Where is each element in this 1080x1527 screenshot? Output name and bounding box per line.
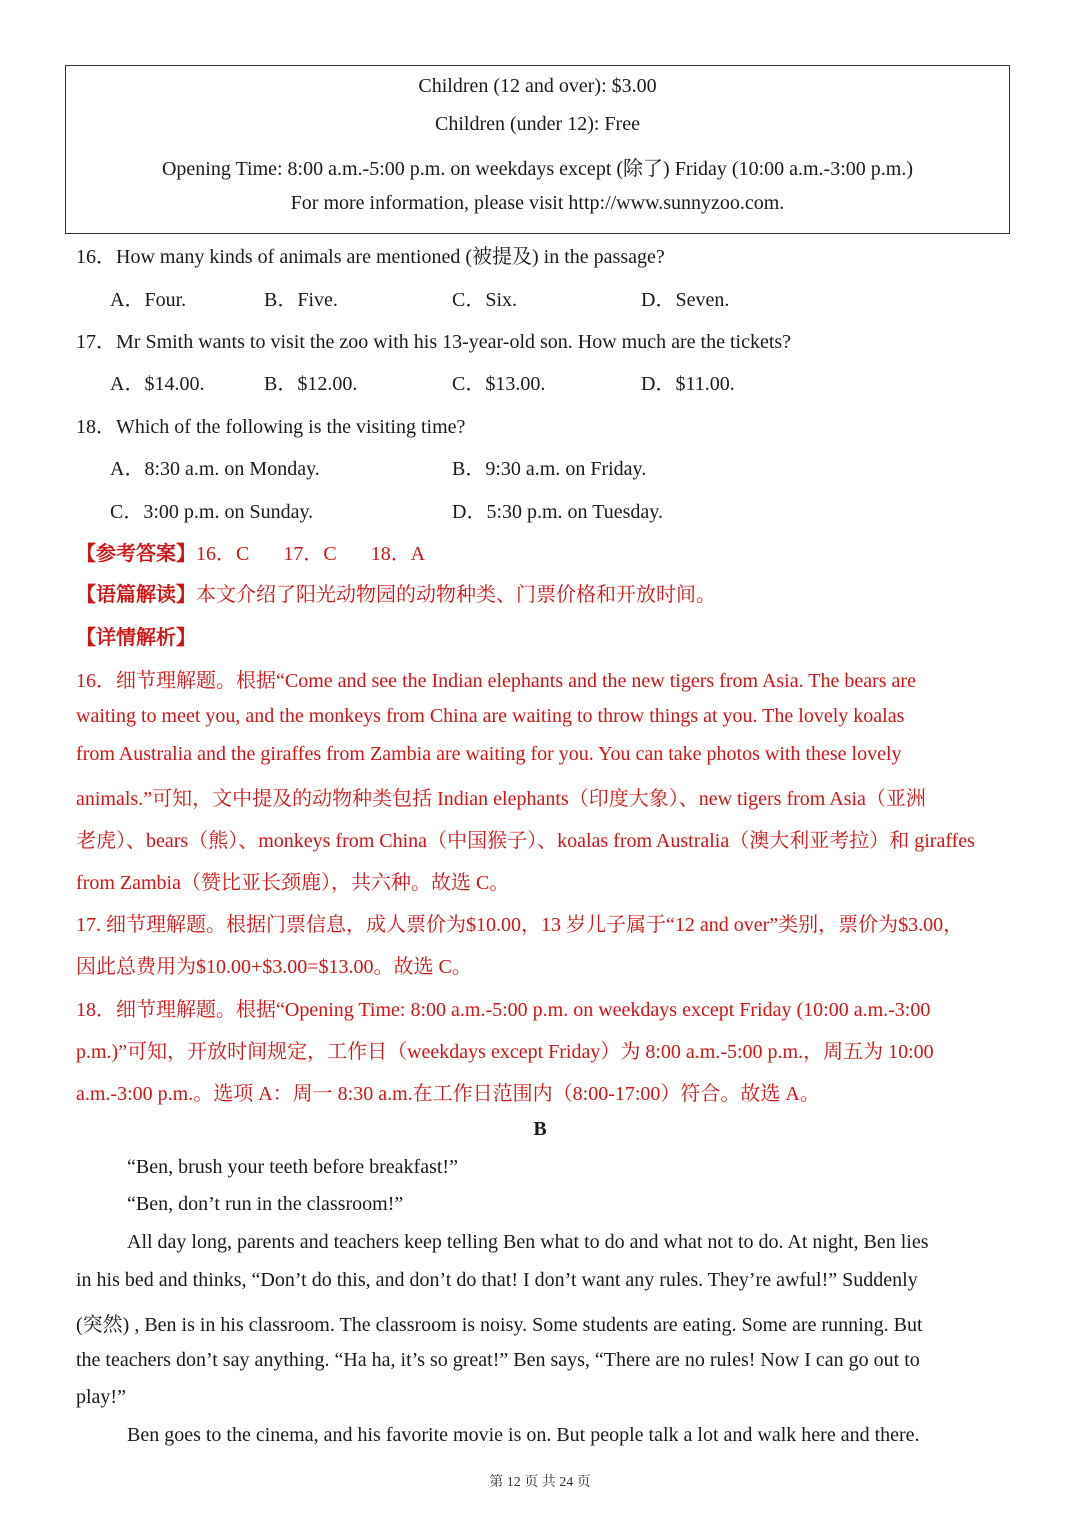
analysis-line: animals.”可知，文中提及的动物种类包括 Indian elephants（印度大象）、new tigers from Asia（亚洲	[76, 788, 926, 810]
passage-summary	[76, 578, 716, 607]
question-16: 16．How many kinds of animals are mentioned (被提及) in the passage?	[76, 246, 665, 268]
question-17: 17．Mr Smith wants to visit the zoo with his 13-year-old son. How much are the tickets?	[76, 331, 792, 353]
passage-line: the teachers don’t say anything. “Ha ha, it’s so great!” Ben says, “There are no rules! Now I can go out to	[76, 1349, 920, 1371]
q17-option-d: D．$11.00.	[641, 373, 735, 395]
question-18: 18．Which of the following is the visiting time?	[76, 416, 466, 438]
passage-line: “Ben, brush your teeth before breakfast!”	[127, 1156, 458, 1178]
q16-option-a: A．Four.	[110, 289, 187, 311]
analysis-line: waiting to meet you, and the monkeys from China are waiting to throw things at you. The lovely koalas	[76, 705, 905, 727]
q17-option-a: A．$14.00.	[110, 373, 205, 395]
ticket-info-box	[65, 65, 1010, 234]
opening-time: Opening Time: 8:00 a.m.-5:00 p.m. on weekdays except (除了) Friday (10:00 a.m.-3:00 p.m.)	[161, 158, 913, 180]
passage-line: (突然) , Ben is in his classroom. The classroom is noisy. Some students are eating. Some are running. But	[76, 1314, 923, 1336]
price-children-under-12: Children (under 12): Free	[435, 113, 640, 135]
more-info: For more information, please visit http://www.sunnyzoo.com.	[290, 192, 785, 214]
passage-line: play!”	[76, 1386, 126, 1408]
analysis-line: 17. 细节理解题。根据门票信息，成人票价为$10.00，13 岁儿子属于“12 and over”类别，票价为$3.00，	[76, 914, 964, 936]
q16-option-c: C．Six.	[452, 289, 518, 311]
q17-option-c: C．$13.00.	[452, 373, 546, 395]
summary-text: 本文介绍了阳光动物园的动物种类、门票价格和开放时间。	[196, 584, 716, 606]
analysis-line: p.m.)”可知，开放时间规定，工作日（weekdays except Friday）为 8:00 a.m.-5:00 p.m.，周五为 10:00	[76, 1041, 934, 1063]
answer-key-label: 【参考答案】	[76, 543, 196, 565]
analysis-line: 因此总费用为$10.00+$3.00=$13.00。故选 C。	[76, 956, 472, 978]
analysis-line: from Zambia（赞比亚长颈鹿），共六种。故选 C。	[76, 872, 510, 894]
section-b-title: B	[533, 1118, 547, 1140]
passage-line: “Ben, don’t run in the classroom!”	[127, 1193, 404, 1215]
q18-option-d: D．5:30 p.m. on Tuesday.	[452, 501, 663, 523]
q18-option-a: A．8:30 a.m. on Monday.	[110, 458, 320, 480]
analysis-label: 【详情解析】	[76, 627, 196, 649]
q18-option-b: B．9:30 a.m. on Friday.	[452, 458, 647, 480]
price-children-over-12: Children (12 and over): $3.00	[418, 75, 657, 97]
answer-key	[76, 537, 425, 566]
analysis-line: a.m.-3:00 p.m.。选项 A：周一 8:30 a.m.在工作日范围内（8:00-17:00）符合。故选 A。	[76, 1083, 820, 1105]
passage-line: All day long, parents and teachers keep telling Ben what to do and what not to do. At night, Ben lies	[127, 1231, 929, 1253]
q16-option-d: D．Seven.	[641, 289, 730, 311]
passage-line: in his bed and thinks, “Don’t do this, and don’t do that! I don’t want any rules. They’re awful!” Suddenly	[76, 1269, 918, 1291]
page-footer: 第 12 页 共 24 页	[489, 1475, 591, 1490]
q16-option-b: B．Five.	[264, 289, 338, 311]
summary-label: 【语篇解读】	[76, 584, 196, 606]
analysis-line: from Australia and the giraffes from Zambia are waiting for you. You can take photos with these lovely	[76, 743, 902, 765]
answer-17: 17．C	[283, 543, 337, 565]
answer-16: 16．C	[196, 543, 250, 565]
analysis-line: 18．细节理解题。根据“Opening Time: 8:00 a.m.-5:00 p.m. on weekdays except Friday (10:00 a.m.-3:00	[76, 999, 931, 1021]
q18-option-c: C．3:00 p.m. on Sunday.	[110, 501, 314, 523]
answer-18: 18．A	[370, 543, 426, 565]
analysis-line: 老虎）、bears（熊）、monkeys from China（中国猴子）、koalas from Australia（澳大利亚考拉）和 giraffes	[76, 830, 975, 852]
passage-line: Ben goes to the cinema, and his favorite movie is on. But people talk a lot and walk here and there.	[127, 1424, 920, 1446]
analysis-line: 16．细节理解题。根据“Come and see the Indian elephants and the new tigers from Asia. The bears are	[76, 670, 916, 692]
q17-option-b: B．$12.00.	[264, 373, 358, 395]
